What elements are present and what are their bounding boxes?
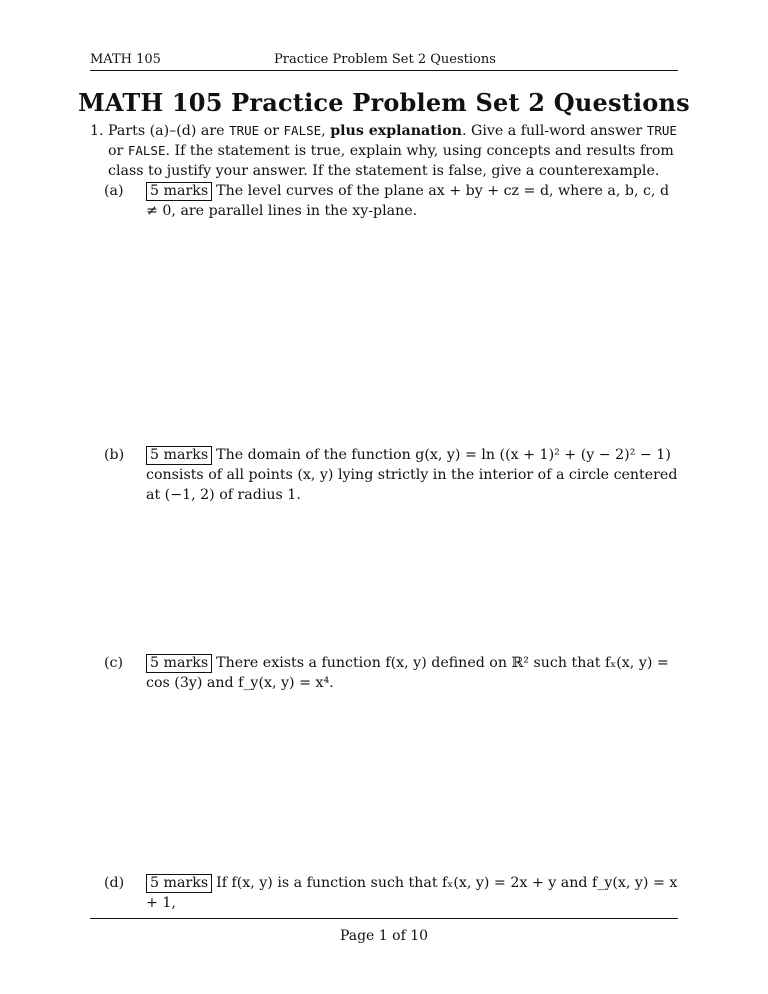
intro-text-2: or	[259, 123, 284, 139]
header-running-title: Practice Problem Set 2 Questions	[274, 52, 496, 67]
part-label: (a)	[104, 183, 124, 199]
true-keyword: TRUE	[229, 123, 260, 138]
header-course: MATH 105	[90, 52, 161, 67]
part-label: (d)	[104, 875, 125, 891]
question-intro	[108, 121, 680, 181]
intro-text-5: or	[108, 143, 128, 159]
part-label: (b)	[104, 447, 125, 463]
marks-badge: 5 marks	[146, 446, 212, 465]
page-number: Page 1 of 10	[339, 928, 429, 944]
marks-badge: 5 marks	[146, 874, 212, 893]
part-label: (c)	[104, 655, 124, 671]
part-body	[146, 181, 680, 221]
part-body	[146, 873, 680, 913]
part-text: The domain of the function g(x, y) = ln ((x + 1)² + (y − 2)² − 1) consists of all points (x, y) lying strictly in the interior of a circle centered at (−1, 2) of radius 1.	[146, 447, 678, 503]
part-text: If f(x, y) is a function such that fₓ(x, y) = 2x + y and f_y(x, y) = x + 1,	[146, 875, 678, 911]
false-keyword: FALSE	[283, 123, 322, 138]
marks-badge: 5 marks	[146, 182, 212, 201]
intro-text-6: . If the statement is true, explain why, using concepts and results from class to justify your answer. If the statement is false, give a counterexample.	[108, 143, 674, 179]
intro-text-3: ,	[321, 123, 331, 139]
page-title: MATH 105 Practice Problem Set 2 Questions	[78, 88, 690, 117]
part-body	[146, 653, 680, 693]
intro-text-4: . Give a full-word answer	[461, 123, 647, 139]
footer-divider	[90, 918, 678, 919]
true-keyword-2: TRUE	[646, 123, 677, 138]
page-header	[90, 52, 678, 71]
part-text: The level curves of the plane ax + by + cz = d, where a, b, c, d ≠ 0, are parallel lines in the xy-plane.	[146, 183, 670, 219]
question-number: 1.	[90, 123, 104, 139]
part-text: There exists a function f(x, y) defined on ℝ² such that fₓ(x, y) = cos (3y) and f_y(x, y) = x⁴.	[146, 655, 669, 691]
intro-text-1: Parts (a)–(d) are	[108, 123, 230, 139]
false-keyword-2: FALSE	[127, 143, 166, 158]
plus-explanation: plus explanation	[330, 123, 462, 139]
marks-badge: 5 marks	[146, 654, 212, 673]
part-body	[146, 445, 680, 505]
